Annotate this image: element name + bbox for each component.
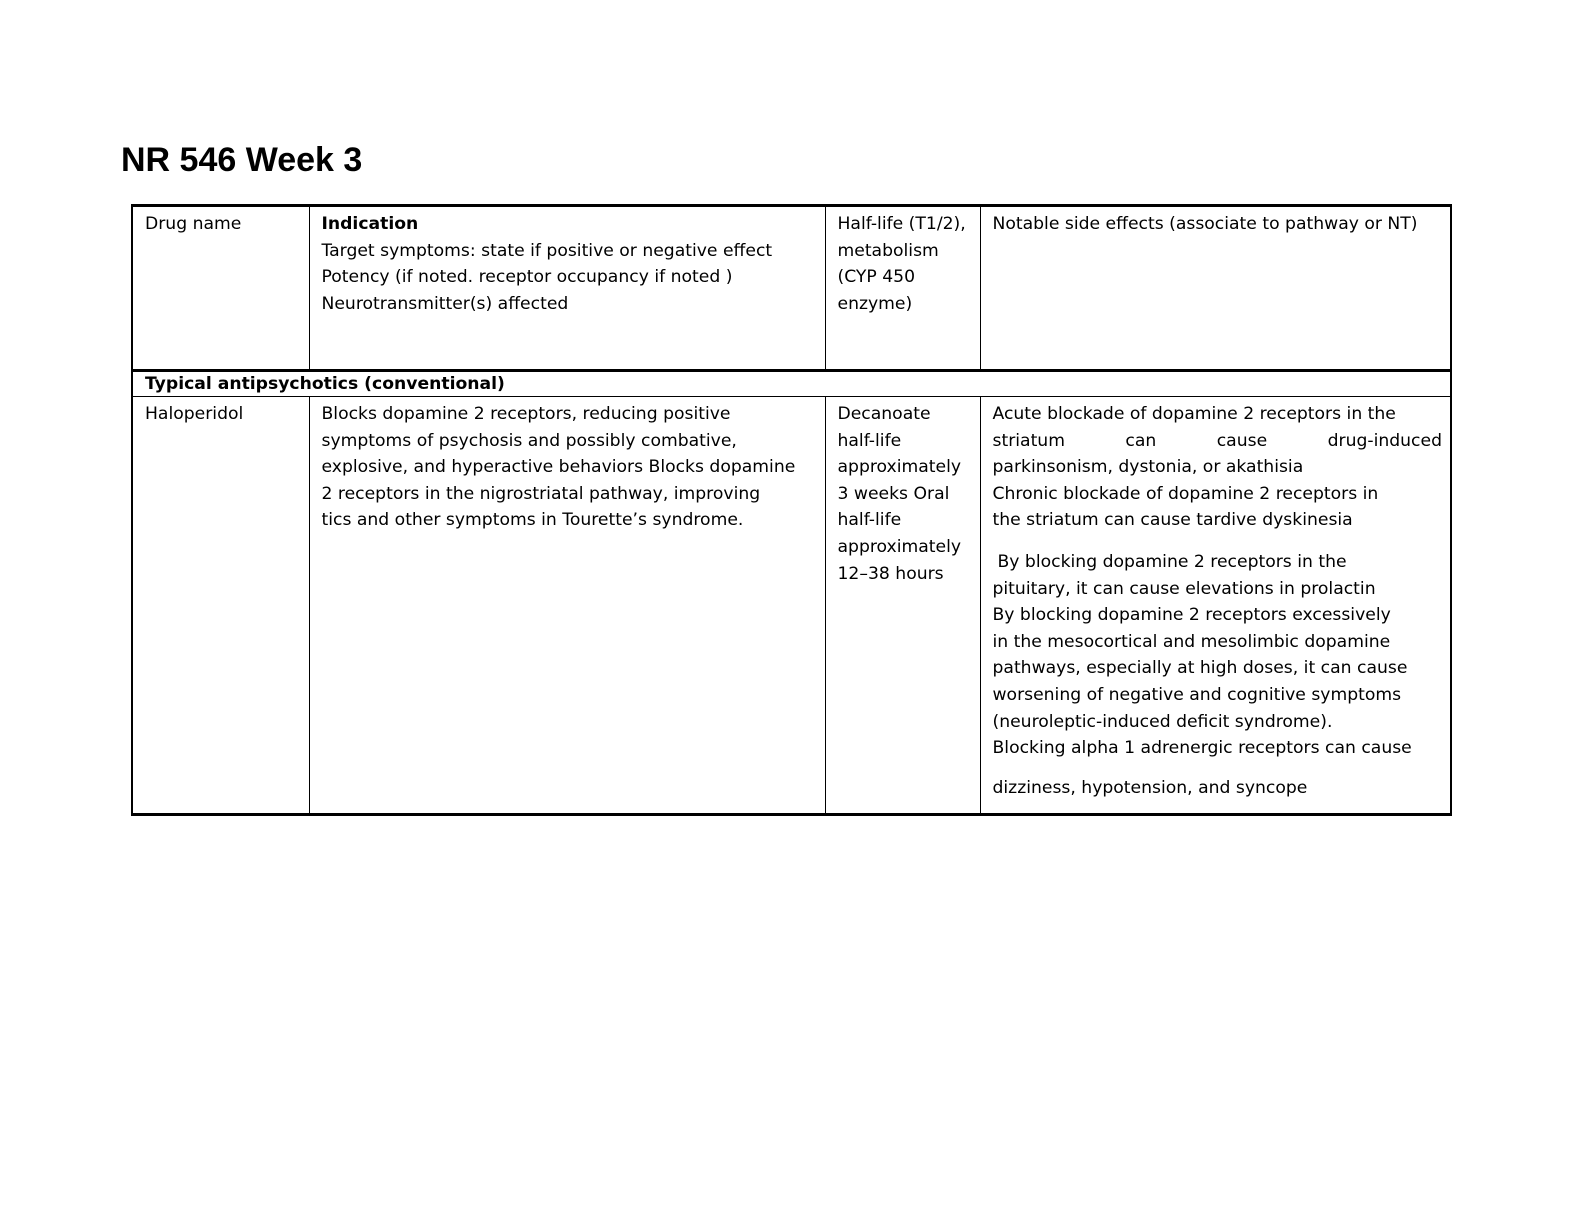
header-drug-name-text: Drug name — [145, 214, 242, 234]
header-indication-line: Neurotransmitter(s) affected — [321, 293, 569, 314]
cell-halflife — [825, 397, 980, 815]
header-halflife-line: enzyme) — [837, 293, 913, 314]
cell-drug-name — [132, 397, 309, 815]
halflife-line: half-life — [837, 510, 902, 531]
halflife-line: approximately — [837, 457, 962, 478]
side-effect-line: Acute blockade of dopamine 2 receptors in the — [992, 404, 1396, 424]
halflife-line: 12–38 hours — [837, 563, 944, 584]
header-halflife-line: Half-life (T1/2), — [837, 214, 966, 234]
header-indication-title: Indication — [321, 214, 419, 234]
side-effect-line: the striatum can cause tardive dyskinesia — [992, 510, 1353, 531]
side-effect-line: Chronic blockade of dopamine 2 receptors in — [992, 483, 1379, 504]
cell-indication — [309, 397, 825, 815]
cell-side-effects — [980, 397, 1451, 815]
halflife-line: Decanoate — [837, 404, 931, 424]
halflife-line: approximately — [837, 536, 962, 557]
indication-line: explosive, and hyperactive behaviors Blocks dopamine — [321, 457, 796, 478]
indication-line: Blocks dopamine 2 receptors, reducing positive — [321, 404, 731, 424]
halflife-line: 3 weeks Oral — [837, 483, 950, 504]
header-halflife-line: metabolism — [837, 240, 939, 261]
section-label-text: Typical antipsychotics (conventional) — [145, 374, 505, 394]
drug-name-text: Haloperidol — [145, 404, 244, 424]
side-effect-line: (neuroleptic-induced deficit syndrome). — [992, 711, 1333, 732]
side-effect-line: Blocking alpha 1 adrenergic receptors can cause — [992, 738, 1412, 759]
side-effect-line: worsening of negative and cognitive symptoms — [992, 684, 1402, 705]
header-indication-line: Potency (if noted. receptor occupancy if noted ) — [321, 267, 733, 288]
indication-line: tics and other symptoms in Tourette’s syndrome. — [321, 510, 744, 531]
table-row — [132, 397, 1451, 815]
table-section-row — [132, 371, 1451, 397]
page-title: NR 546 Week 3 — [121, 141, 363, 179]
indication-line: 2 receptors in the nigrostriatal pathway, improving — [321, 483, 761, 504]
table-header-row — [132, 206, 1451, 371]
side-effect-line-justified: striatum can cause drug-induced — [992, 430, 1442, 451]
side-effect-line: By blocking dopamine 2 receptors in the — [997, 551, 1347, 572]
section-label — [132, 371, 1451, 397]
side-effect-line: pituitary, it can cause elevations in prolactin — [992, 578, 1376, 599]
halflife-line: half-life — [837, 430, 902, 451]
header-drug-name — [132, 206, 309, 371]
drug-table — [131, 204, 1452, 816]
header-halflife-line: (CYP 450 — [837, 267, 916, 288]
header-indication — [309, 206, 825, 371]
side-effect-line: dizziness, hypotension, and syncope — [992, 777, 1308, 798]
header-indication-line: Target symptoms: state if positive or negative effect — [321, 240, 773, 261]
side-effect-line: parkinsonism, dystonia, or akathisia — [992, 457, 1304, 478]
header-halflife — [825, 206, 980, 371]
side-effect-line: in the mesocortical and mesolimbic dopamine — [992, 631, 1391, 652]
side-effect-line: By blocking dopamine 2 receptors excessively — [992, 605, 1391, 626]
header-side-effects-text: Notable side effects (associate to pathway or NT) — [992, 214, 1418, 234]
side-effect-line: pathways, especially at high doses, it can cause — [992, 658, 1408, 679]
indication-line: symptoms of psychosis and possibly combative, — [321, 430, 737, 451]
header-side-effects — [980, 206, 1451, 371]
